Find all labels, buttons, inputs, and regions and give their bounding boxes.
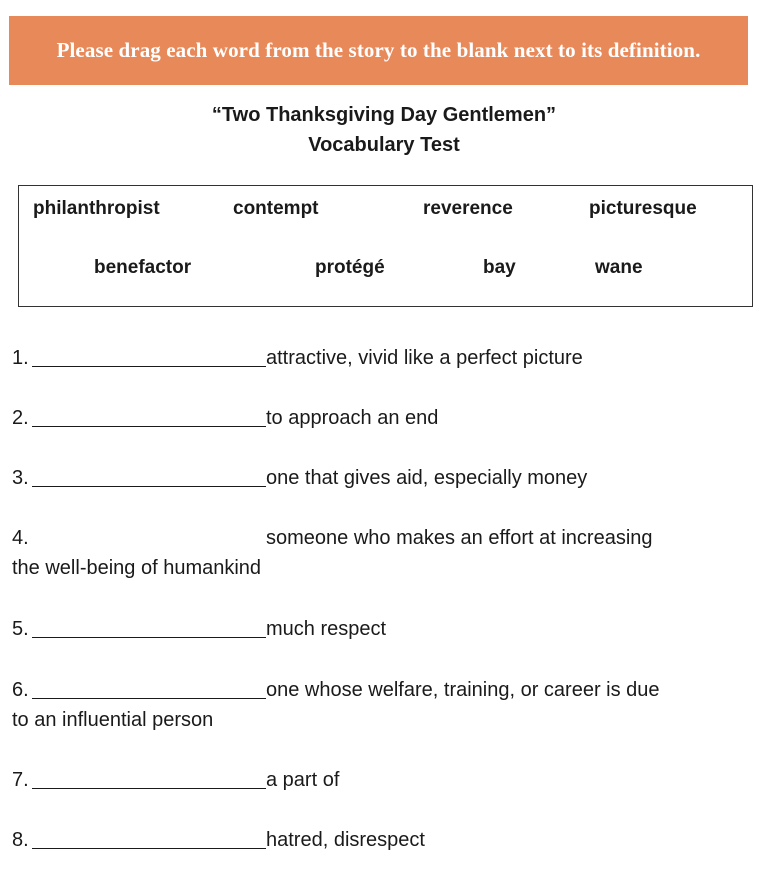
word-chip-wane[interactable]: wane [595, 257, 643, 278]
word-chip-reverence[interactable]: reverence [423, 198, 513, 219]
word-chip-benefactor[interactable]: benefactor [94, 257, 192, 278]
answer-blank-8[interactable] [32, 848, 266, 849]
definition-continuation: to an influential person [12, 709, 214, 731]
definition-text: hatred, disrespect [266, 829, 425, 851]
definition-text: one whose welfare, training, or career is due [266, 679, 660, 701]
answer-blank-1[interactable] [32, 366, 266, 367]
question-number: 5. [12, 618, 29, 640]
answer-blank-7[interactable] [32, 788, 266, 789]
definition-text: someone who makes an effort at increasing [266, 527, 653, 549]
word-chip-contempt[interactable]: contempt [233, 198, 319, 219]
definition-text: much respect [266, 618, 387, 640]
test-subtitle: Vocabulary Test [308, 134, 460, 156]
story-title: “Two Thanksgiving Day Gentlemen” [211, 104, 557, 126]
question-number: 1. [12, 347, 29, 369]
definition-text: a part of [266, 769, 340, 791]
instructions-text: Please drag each word from the story to the blank next to its definition. [56, 38, 701, 62]
word-bank [18, 185, 753, 307]
word-chip-protege[interactable]: protégé [315, 257, 385, 278]
word-chip-picturesque[interactable]: picturesque [589, 198, 697, 219]
question-number: 3. [12, 467, 29, 489]
question-number: 4. [12, 527, 29, 549]
question-number: 6. [12, 679, 29, 701]
definition-continuation: the well-being of humankind [12, 557, 262, 579]
definition-text: one that gives aid, especially money [266, 467, 588, 489]
answer-blank-6[interactable] [32, 698, 266, 699]
definition-text: attractive, vivid like a perfect picture [266, 347, 583, 369]
answer-blank-4[interactable] [32, 546, 266, 547]
answer-blank-2[interactable] [32, 426, 266, 427]
instructions-banner [9, 16, 748, 85]
word-chip-philanthropist[interactable]: philanthropist [33, 198, 160, 219]
definition-text: to approach an end [266, 407, 439, 429]
question-number: 7. [12, 769, 29, 791]
question-number: 2. [12, 407, 29, 429]
answer-blank-3[interactable] [32, 486, 266, 487]
answer-blank-5[interactable] [32, 637, 266, 638]
question-number: 8. [12, 829, 29, 851]
word-chip-bay[interactable]: bay [483, 257, 516, 278]
